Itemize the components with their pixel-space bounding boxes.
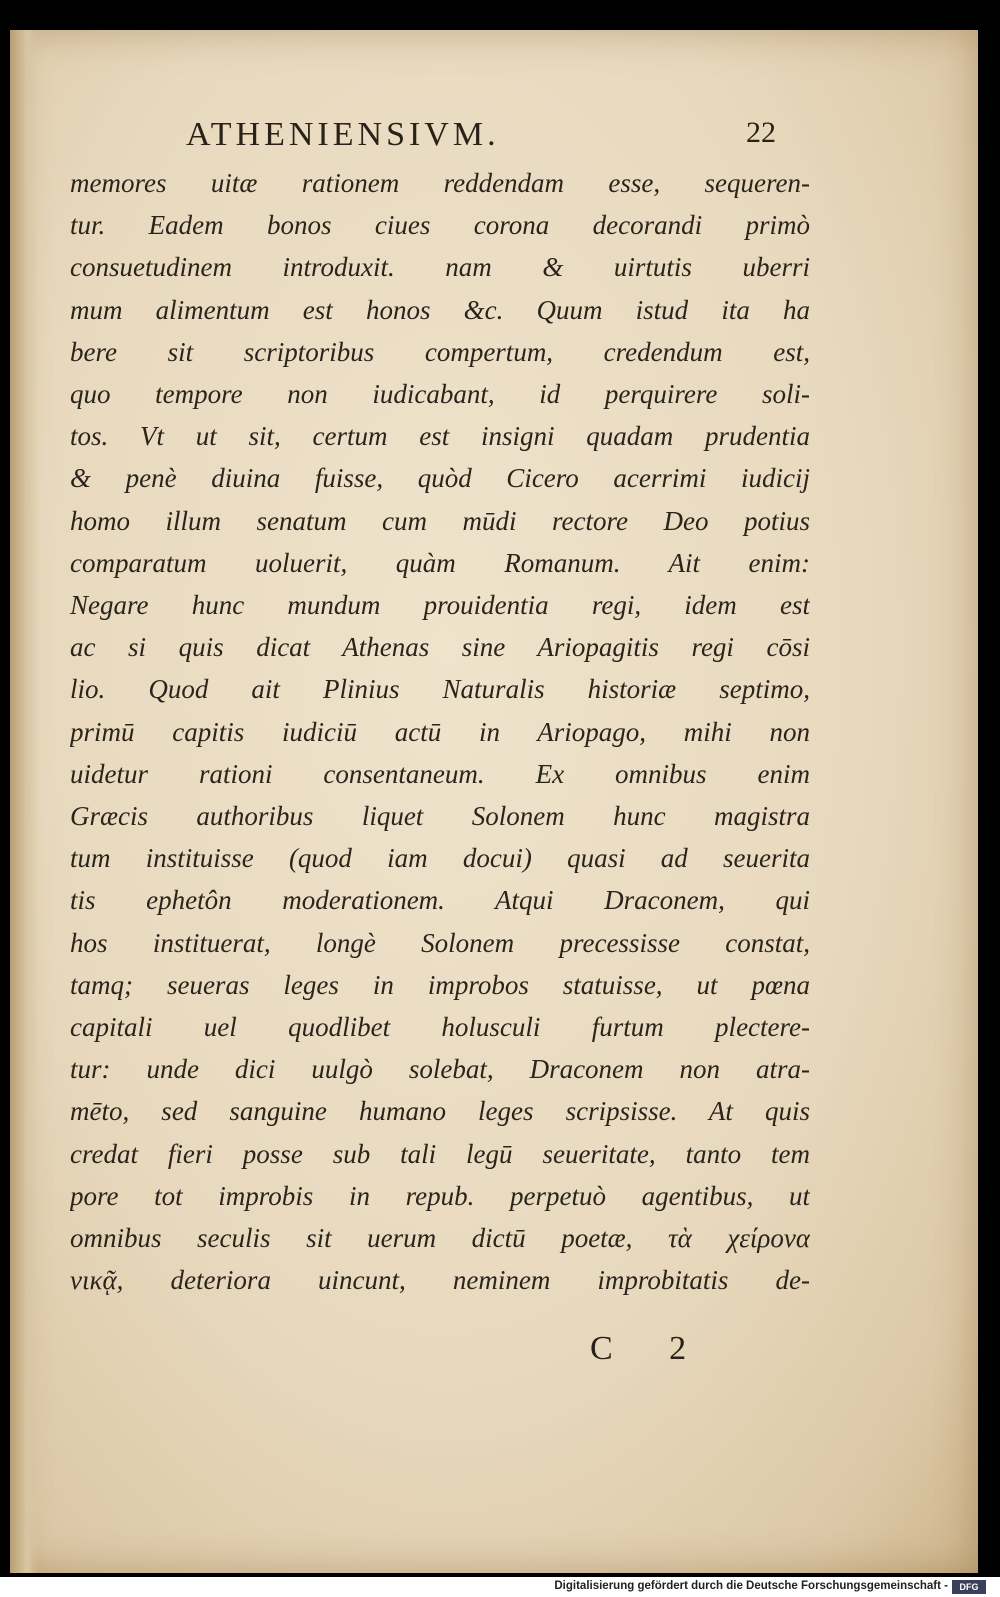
folio-number: 22 bbox=[746, 116, 776, 149]
text-line: mēto, sed sanguine humano leges scripsisse. At quis bbox=[70, 1096, 810, 1127]
text-line: tamq; seueras leges in improbos statuisse, ut pœna bbox=[70, 969, 810, 1000]
text-line: memores uitæ rationem reddendam esse, sequeren- bbox=[70, 168, 810, 198]
text-line: Negare hunc mundum prouidentia regi, idem est bbox=[70, 590, 810, 621]
running-head bbox=[10, 116, 978, 156]
text-line: νικᾷ, deteriora uincunt, neminem improbitatis de- bbox=[70, 1265, 810, 1296]
signature-mark: C 2 bbox=[590, 1330, 711, 1367]
text-line: quo tempore non iudicabant, id perquirere soli- bbox=[70, 379, 810, 410]
footer-bar bbox=[0, 1577, 1000, 1597]
text-line: lio. Quod ait Plinius Naturalis historiæ septimo, bbox=[70, 674, 810, 705]
text-line: ac si quis dicat Athenas sine Ariopagitis regi cōsi bbox=[70, 632, 810, 663]
text-line: primū capitis iudiciū actū in Ariopago, mihi non bbox=[70, 716, 810, 747]
text-line: capitali uel quodlibet holusculi furtum plectere- bbox=[70, 1012, 810, 1043]
page-gutter bbox=[10, 30, 38, 1573]
text-line: tur: unde dici uulgò solebat, Draconem non atra- bbox=[70, 1054, 810, 1085]
text-line: consuetudinem introduxit. nam & uirtutis uberri bbox=[70, 252, 810, 283]
text-line: bere sit scriptoribus compertum, credendum est, bbox=[70, 336, 810, 367]
text-line: tis ephetôn moderationem. Atqui Draconem, qui bbox=[70, 885, 810, 916]
dfg-logo-icon: DFG bbox=[952, 1580, 986, 1594]
funding-notice: Digitalisierung gefördert durch die Deutsche Forschungsgemeinschaft - bbox=[554, 1580, 948, 1592]
text-line: hos instituerat, longè Solonem precessisse constat, bbox=[70, 927, 810, 958]
text-line: mum alimentum est honos &c. Quum istud ita ha bbox=[70, 294, 810, 325]
text-line: credat fieri posse sub tali legū seueritate, tanto tem bbox=[70, 1138, 810, 1169]
text-line: tos. Vt ut sit, certum est insigni quadam prudentia bbox=[70, 421, 810, 452]
running-title: ATHENIENSIVM. bbox=[186, 116, 500, 153]
text-line: Græcis authoribus liquet Solonem hunc magistra bbox=[70, 801, 810, 832]
text-line: tur. Eadem bonos ciues corona decorandi primò bbox=[70, 210, 810, 241]
text-line: & penè diuina fuisse, quòd Cicero acerrimi iudicij bbox=[70, 463, 810, 494]
text-line: pore tot improbis in repub. perpetuò agentibus, ut bbox=[70, 1180, 810, 1211]
text-block bbox=[70, 162, 810, 1301]
text-line: comparatum uoluerit, quàm Romanum. Ait enim: bbox=[70, 547, 810, 578]
text-line: uidetur rationi consentaneum. Ex omnibus enim bbox=[70, 758, 810, 789]
text-line: homo illum senatum cum mūdi rectore Deo potius bbox=[70, 505, 810, 536]
text-line: omnibus seculis sit uerum dictū poetæ, τὰ χείρονα bbox=[70, 1223, 810, 1254]
book-page bbox=[10, 30, 978, 1573]
text-line: tum instituisse (quod iam docui) quasi ad seuerita bbox=[70, 843, 810, 874]
